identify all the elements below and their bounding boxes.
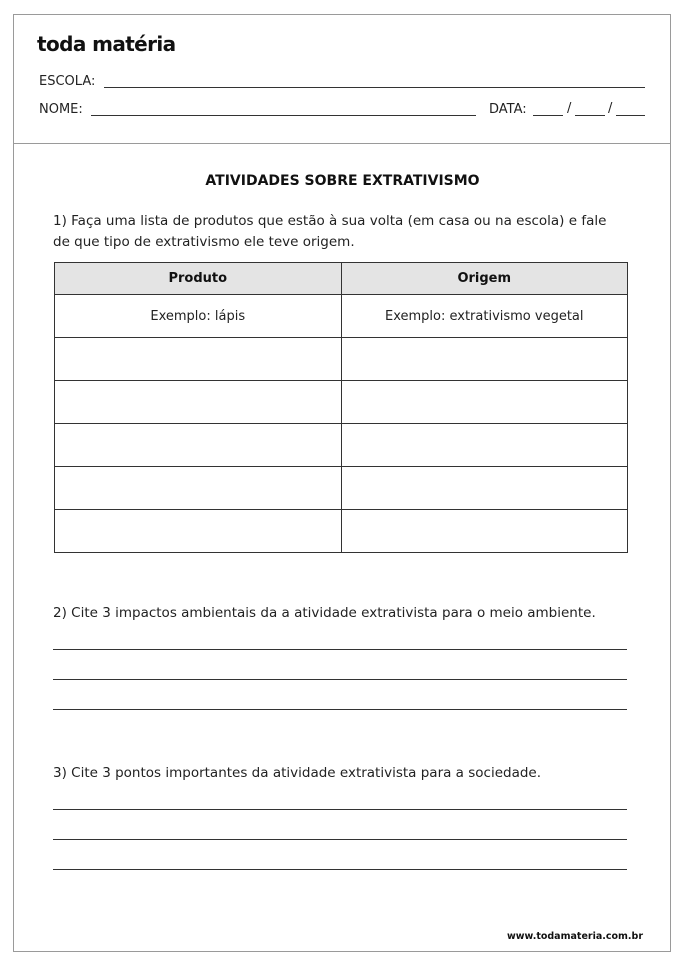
table-cell[interactable] <box>55 338 342 381</box>
table-cell[interactable] <box>341 467 628 510</box>
question-2: 2) Cite 3 impactos ambientais da a atividade extrativista para o meio ambiente. <box>53 605 596 621</box>
page-title: ATIVIDADES SOBRE EXTRATIVISMO <box>205 173 480 189</box>
answer-line[interactable] <box>53 649 627 650</box>
table-cell: Exemplo: lápis <box>55 295 342 338</box>
date-month-field[interactable] <box>575 115 605 116</box>
table-row <box>55 295 628 338</box>
date-label: DATA: <box>489 102 527 117</box>
footer-url: www.todamateria.com.br <box>506 931 643 942</box>
table-cell[interactable] <box>341 510 628 553</box>
table-row <box>55 510 628 553</box>
column-header-produto: Produto <box>55 263 342 295</box>
brand-logo: toda matéria <box>37 32 176 56</box>
question-1-line-1: 1) Faça uma lista de produtos que estão à sua volta (em casa ou na escola) e fale <box>53 213 607 229</box>
table-row <box>55 338 628 381</box>
table-row <box>55 467 628 510</box>
table-cell[interactable] <box>341 424 628 467</box>
column-header-origem: Origem <box>341 263 628 295</box>
answer-line[interactable] <box>53 839 627 840</box>
table-cell[interactable] <box>55 424 342 467</box>
date-year-field[interactable] <box>616 115 645 116</box>
table-row <box>55 424 628 467</box>
question-1-line-2: de que tipo de extrativismo ele teve origem. <box>53 234 355 250</box>
table-cell[interactable] <box>341 381 628 424</box>
date-separator: / <box>567 101 572 116</box>
answer-line[interactable] <box>53 679 627 680</box>
answer-line[interactable] <box>53 709 627 710</box>
table-row <box>55 381 628 424</box>
answer-line[interactable] <box>53 869 627 870</box>
question-3: 3) Cite 3 pontos importantes da atividade extrativista para a sociedade. <box>53 765 542 781</box>
school-field[interactable] <box>104 87 645 88</box>
school-label: ESCOLA: <box>39 74 96 89</box>
table-cell[interactable] <box>55 467 342 510</box>
name-field[interactable] <box>91 115 476 116</box>
product-origin-table <box>54 262 628 553</box>
answer-line[interactable] <box>53 809 627 810</box>
table-cell[interactable] <box>341 338 628 381</box>
table-header-row <box>55 263 628 295</box>
header-divider <box>13 143 671 144</box>
date-day-field[interactable] <box>533 115 563 116</box>
table-cell[interactable] <box>55 381 342 424</box>
date-separator: / <box>608 101 613 116</box>
table-cell: Exemplo: extrativismo vegetal <box>341 295 628 338</box>
name-label: NOME: <box>39 102 83 117</box>
table-cell[interactable] <box>55 510 342 553</box>
question-1 <box>53 211 623 253</box>
